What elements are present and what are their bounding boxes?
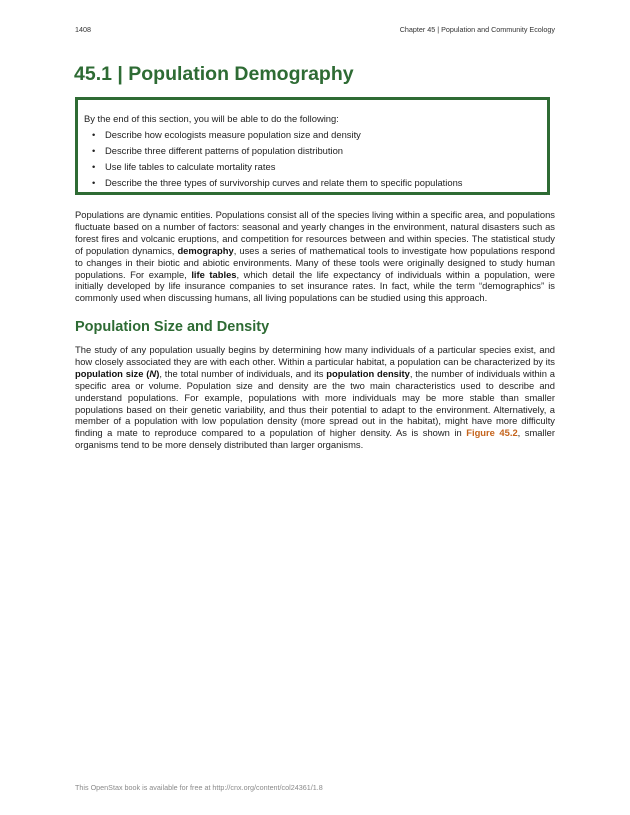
bullet-icon: • — [92, 161, 96, 173]
text-run: , uses a series of mathematical tools to investigate how populations respond to changes in their biotic and abiotic environments. Many of these tools were originally designed to study human populations. For example, — [75, 244, 555, 280]
objective-text: Describe the three types of survivorship curves and relate them to specific populations — [105, 177, 463, 189]
page-footer: This OpenStax book is available for free at http://cnx.org/content/col24361/1.8 — [75, 783, 323, 792]
objective-item — [84, 143, 547, 159]
text-run: ) — [156, 367, 160, 379]
text-run: The study of any population usually begins by determining how many individuals of a particular species exist, and how closely associated they are with each other. Within a particular habitat, a population can be characterized by its — [75, 344, 555, 367]
objective-text: Describe how ecologists measure population size and density — [105, 129, 361, 141]
term-population-size — [75, 368, 159, 379]
text-run: , the total number of individuals, and its — [159, 367, 327, 379]
text-run: Populations are dynamic entities. Populations consist all of the species living within a specific area, and populations fluctuate based on a number of factors: seasonal and yearly changes in the environment, natural disasters such as forest fires and volcanic eruptions, and competition for resources between and within species. The statistical study of population dynamics, — [75, 209, 555, 256]
text-run: , the number of individuals within a specific area or volume. Population size and density are the two main characteristics used to describe and understand populations. For example, populations with more individuals may be more stable than smaller populations based on their genetic variability, and thus their potential to adapt to the environment. Alternatively, a member of a population with low population density (more spread out in the habitat), might have more difficulty finding a mate to reproduce compared to a population of higher density. As is shown in — [75, 367, 555, 439]
objective-text: Describe three different patterns of population distribution — [105, 145, 343, 157]
learning-objectives-box — [75, 97, 550, 195]
term-life-tables: life tables — [191, 268, 237, 280]
objectives-list — [84, 127, 547, 191]
text-run: , which detail the life expectancy of individuals within a population, were initially developed by life insurance companies to set insurance rates. In fact, while the term “demographics” is commonly used when discussing humans, all living populations can be studied using this approach. — [75, 268, 555, 304]
objective-item — [84, 175, 547, 191]
running-header — [75, 25, 555, 37]
objective-item — [84, 127, 547, 143]
text-run: population size ( — [75, 367, 150, 379]
bullet-icon: • — [92, 129, 96, 141]
size-density-paragraph — [75, 344, 555, 451]
bullet-icon: • — [92, 145, 96, 157]
objective-item — [84, 159, 547, 175]
objectives-intro: By the end of this section, you will be able to do the following: — [84, 113, 339, 124]
term-demography: demography — [177, 244, 234, 256]
intro-paragraph — [75, 209, 555, 304]
text-run: , smaller organisms tend to be more densely distributed than larger organisms. — [75, 427, 556, 451]
n-symbol: N — [149, 367, 157, 379]
page-number: 1408 — [75, 25, 91, 34]
bullet-icon: • — [92, 177, 96, 189]
chapter-title: Chapter 45 | Population and Community Ecology — [399, 25, 555, 34]
figure-link[interactable]: Figure 45.2 — [466, 427, 518, 439]
objective-text: Use life tables to calculate mortality rates — [105, 161, 276, 173]
section-title: 45.1 | Population Demography — [74, 63, 354, 85]
subsection-title: Population Size and Density — [75, 319, 270, 335]
term-population-density: population density — [326, 367, 410, 379]
